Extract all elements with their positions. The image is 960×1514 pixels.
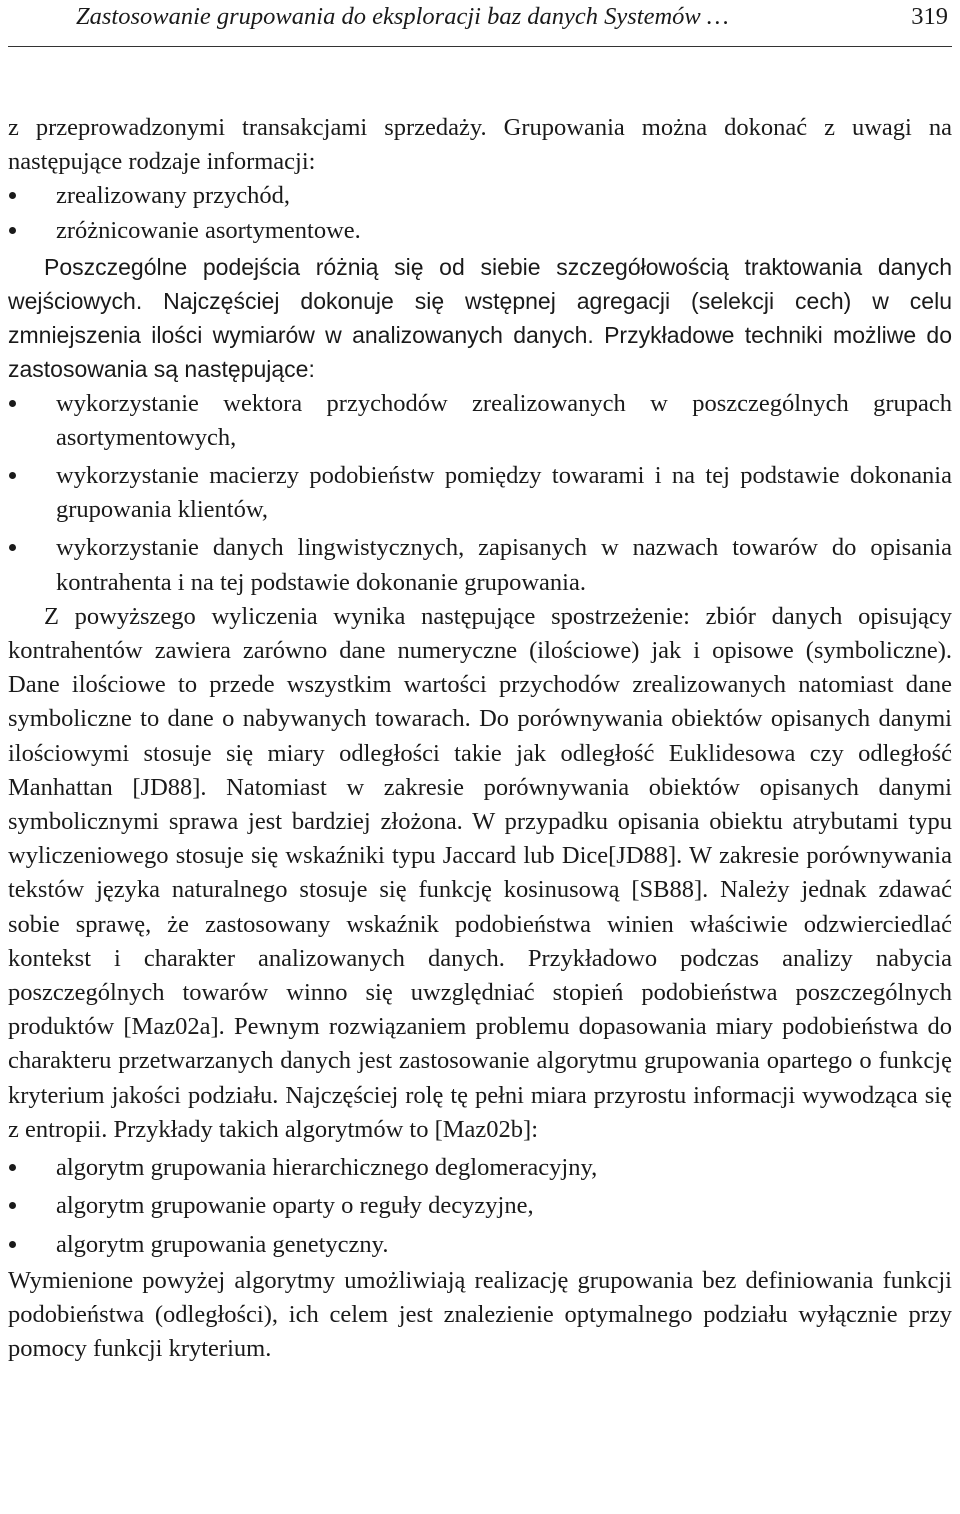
bullet-icon: [9, 472, 16, 479]
page-number: 319: [911, 3, 948, 30]
paragraph-conclusion: Wymienione powyżej algorytmy umożliwiają realizację grupowania bez definiowania funkcji podobieństwa (odległości), ich celem jest znalezienie optymalnego podziału wyłącznie przy pomocy funkcji kryterium.: [8, 1266, 952, 1363]
techniques-list: [8, 387, 952, 600]
running-header: [8, 0, 952, 47]
list-item: wykorzystanie macierzy podobieństw pomiędzy towarami i na tej podstawie dokonania grupowania klientów,: [8, 459, 952, 527]
bullet-icon: [9, 400, 16, 407]
list-item: algorytm grupowania hierarchicznego deglomeracyjny,: [8, 1151, 952, 1185]
bullet-icon: [9, 192, 16, 199]
bullet-icon: [9, 544, 16, 551]
list-item: algorytm grupowanie oparty o reguły decyzyjne,: [8, 1189, 952, 1223]
list-item: zróżnicowanie asortymentowe.: [8, 214, 952, 248]
bullet-icon: [9, 1241, 16, 1248]
header-title: Zastosowanie grupowania do eksploracji baz danych Systemów …: [76, 3, 729, 30]
intro-paragraph: z przeprowadzonymi transakcjami sprzedaży. Grupowania można dokonać z uwagi na następujące rodzaje informacji:: [8, 114, 952, 176]
bullet-icon: [9, 1164, 16, 1171]
algorithms-list: [8, 1151, 952, 1262]
body-text: [8, 111, 952, 1366]
list-item: zrealizowany przychód,: [8, 179, 952, 213]
bullet-icon: [9, 227, 16, 234]
list-item: algorytm grupowania genetyczny.: [8, 1228, 952, 1262]
information-types-list: [8, 179, 952, 247]
list-item: wykorzystanie danych lingwistycznych, zapisanych w nazwach towarów do opisania kontrahenta i na tej podstawie dokonanie grupowania.: [8, 531, 952, 599]
list-item: wykorzystanie wektora przychodów zrealizowanych w poszczególnych grupach asortymentowych,: [8, 387, 952, 455]
paragraph-approaches: Poszczególne podejścia różnią się od siebie szczegółowością traktowania danych wejściowych. Najczęściej dokonuje się wstępnej agregacji (selekcji cech) w celu zmniejszenia ilości wymiarów w analizowanych danych. Przykładowe techniki możliwe do zastosowania są następujące:: [8, 253, 952, 383]
bullet-icon: [9, 1202, 16, 1209]
paragraph-observation: Z powyższego wyliczenia wynika następujące spostrzeżenie: zbiór danych opisujący kontrahentów zawiera zarówno dane numeryczne (ilościowe) jak i opisowe (symboliczne). Dane ilościowe to przede wszystkim wartości przychodów zrealizowanych natomiast dane symboliczne to dane o nabywanych towarach. Do porównywania obiektów opisanych danymi ilościowymi stosuje się miary odległości takie jak odległość Euklidesowa czy odległość Manhattan [JD88]. Natomiast w zakresie porównywania obiektów opisanych danymi symbolicznymi sprawa jest bardziej złożona. W przypadku opisania obiektu atrybutami typu wyliczeniowego stosuje się wskaźniki typu Jaccard lub Dice[JD88]. W zakresie porównywania tekstów języka naturalnego stosuje się funkcję kosinusową [SB88]. Należy jednak zdawać sobie sprawę, że zastosowany wskaźnik podobieństwa winien właściwie odzwierciedlać kontekst i charakter analizowanych danych. Przykładowo podczas analizy nabycia poszczególnych towarów winno się uwzględniać stopień podobieństwa poszczególnych produktów [Maz02a]. Pewnym rozwiązaniem problemu dopasowania miary podobieństwa do charakteru przetwarzanych danych jest zastosowanie algorytmu grupowania opartego o funkcję kryterium jakości podziału. Najczęściej rolę tę pełni miara przyrostu informacji wywodząca się z entropii. Przykłady takich algorytmów to [Maz02b]:: [8, 602, 952, 1143]
